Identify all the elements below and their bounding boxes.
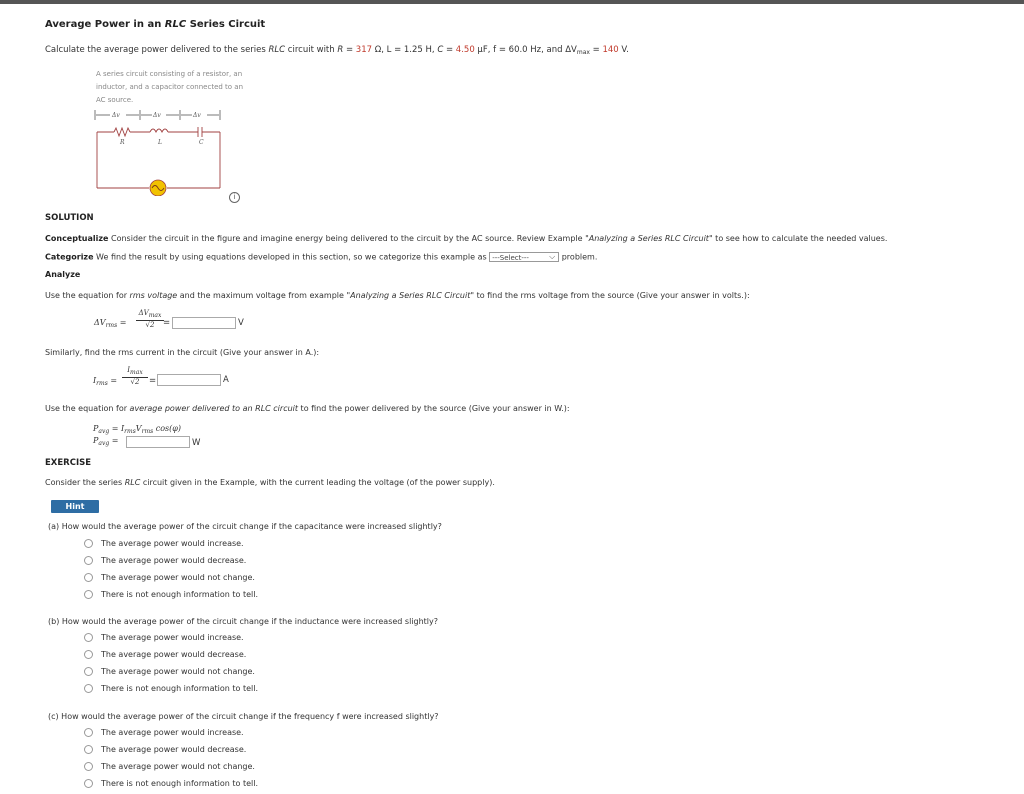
irms-symbol: $I_{rms}$ = <box>93 376 118 387</box>
option-b2[interactable]: The average power would decrease. <box>84 650 246 659</box>
option-b1[interactable]: The average power would increase. <box>84 633 244 642</box>
chevron-down-icon: ⌵ <box>549 252 556 261</box>
option-a4[interactable]: There is not enough information to tell. <box>84 590 258 599</box>
categorize-paragraph: Categorize We find the result by using equations developed in this section, so we categorize this example as ---Select--- ⌵ problem. <box>45 252 598 262</box>
info-icon[interactable]: i <box>229 192 240 203</box>
question-b: (b) How would the average power of the circuit change if the inductance were increased slightly? <box>48 617 439 626</box>
similarly-text: Similarly, find the rms current in the circuit (Give your answer in A.): <box>45 348 320 357</box>
radio-button <box>84 633 93 642</box>
categorize-select[interactable]: ---Select--- ⌵ <box>489 252 559 262</box>
top-border <box>0 0 1024 4</box>
delta-v-r-label: Δv <box>112 112 120 119</box>
radio-button <box>84 684 93 693</box>
power-paragraph: Use the equation for average power delivered to an RLC circuit to find the power delivered by the source (Give your answer in W.): <box>45 404 570 413</box>
vrms-symbol: $\Delta V_{rms}$ = <box>94 318 127 329</box>
radio-button <box>84 728 93 737</box>
pavg-symbol: $P_{avg}$ = <box>93 436 119 447</box>
option-a2[interactable]: The average power would decrease. <box>84 556 246 565</box>
page-title: Average Power in an RLC Series Circuit <box>45 19 266 30</box>
option-a3[interactable]: The average power would not change. <box>84 573 255 582</box>
analyze-paragraph: Use the equation for rms voltage and the maximum voltage from example "Analyzing a Series RLC Circuit" to find the rms voltage from the source (Give your answer in volts.): <box>45 291 750 300</box>
radio-button <box>84 573 93 582</box>
radio-button <box>84 779 93 788</box>
option-c3[interactable]: The average power would not change. <box>84 762 255 771</box>
question-a: (a) How would the average power of the circuit change if the capacitance were increased slightly? <box>48 522 442 531</box>
solution-heading: SOLUTION <box>45 213 94 223</box>
irms-fraction: Imax √2 <box>122 366 148 386</box>
analyze-heading: Analyze <box>45 270 81 279</box>
option-a1[interactable]: The average power would increase. <box>84 539 244 548</box>
exercise-heading: EXERCISE <box>45 458 92 468</box>
pavg-unit: W <box>192 438 201 448</box>
radio-button <box>84 650 93 659</box>
hint-button[interactable]: Hint <box>51 500 99 513</box>
question-c: (c) How would the average power of the circuit change if the frequency f were increased slightly? <box>48 712 439 721</box>
vrms-unit: V <box>238 318 244 328</box>
delta-v-c-label: Δv <box>193 112 201 119</box>
option-b4[interactable]: There is not enough information to tell. <box>84 684 258 693</box>
option-c4[interactable]: There is not enough information to tell. <box>84 779 258 788</box>
conceptualize-paragraph: Conceptualize Consider the circuit in the figure and imagine energy being delivered to the circuit by the AC source. Review Example "Analyzing a Series RLC Circuit" to see how to calculate the needed values. <box>45 234 888 243</box>
problem-statement: Calculate the average power delivered to the series RLC circuit with R = 317 Ω, L = 1.25 H, C = 4.50 μF, f = 60.0 Hz, and $\Delta V_{max} = 140$ V. <box>45 45 629 56</box>
irms-unit: A <box>223 375 229 385</box>
option-c2[interactable]: The average power would decrease. <box>84 745 246 754</box>
vrms-input[interactable] <box>172 317 236 329</box>
vrms-fraction: ΔVmax √2 <box>136 309 164 329</box>
radio-button <box>84 539 93 548</box>
radio-button <box>84 762 93 771</box>
pavg-formula: $P_{avg} = I_{rms}V_{rms}$ cos(φ) <box>93 424 182 435</box>
pavg-input[interactable] <box>126 436 190 448</box>
option-b3[interactable]: The average power would not change. <box>84 667 255 676</box>
radio-button <box>84 745 93 754</box>
exercise-text: Consider the series RLC circuit given in the Example, with the current leading the voltage (of the power supply). <box>45 478 495 487</box>
inductor-label: L <box>158 139 162 146</box>
capacitor-label: C <box>199 139 204 146</box>
option-c1[interactable]: The average power would increase. <box>84 728 244 737</box>
rlc-circuit-diagram <box>92 108 232 196</box>
figure-caption: A series circuit consisting of a resistor, an inductor, and a capacitor connected to an AC source. <box>96 70 244 104</box>
resistor-label: R <box>120 139 125 146</box>
delta-v-l-label: Δv <box>153 112 161 119</box>
radio-button <box>84 590 93 599</box>
irms-input[interactable] <box>157 374 221 386</box>
radio-button <box>84 667 93 676</box>
radio-button <box>84 556 93 565</box>
